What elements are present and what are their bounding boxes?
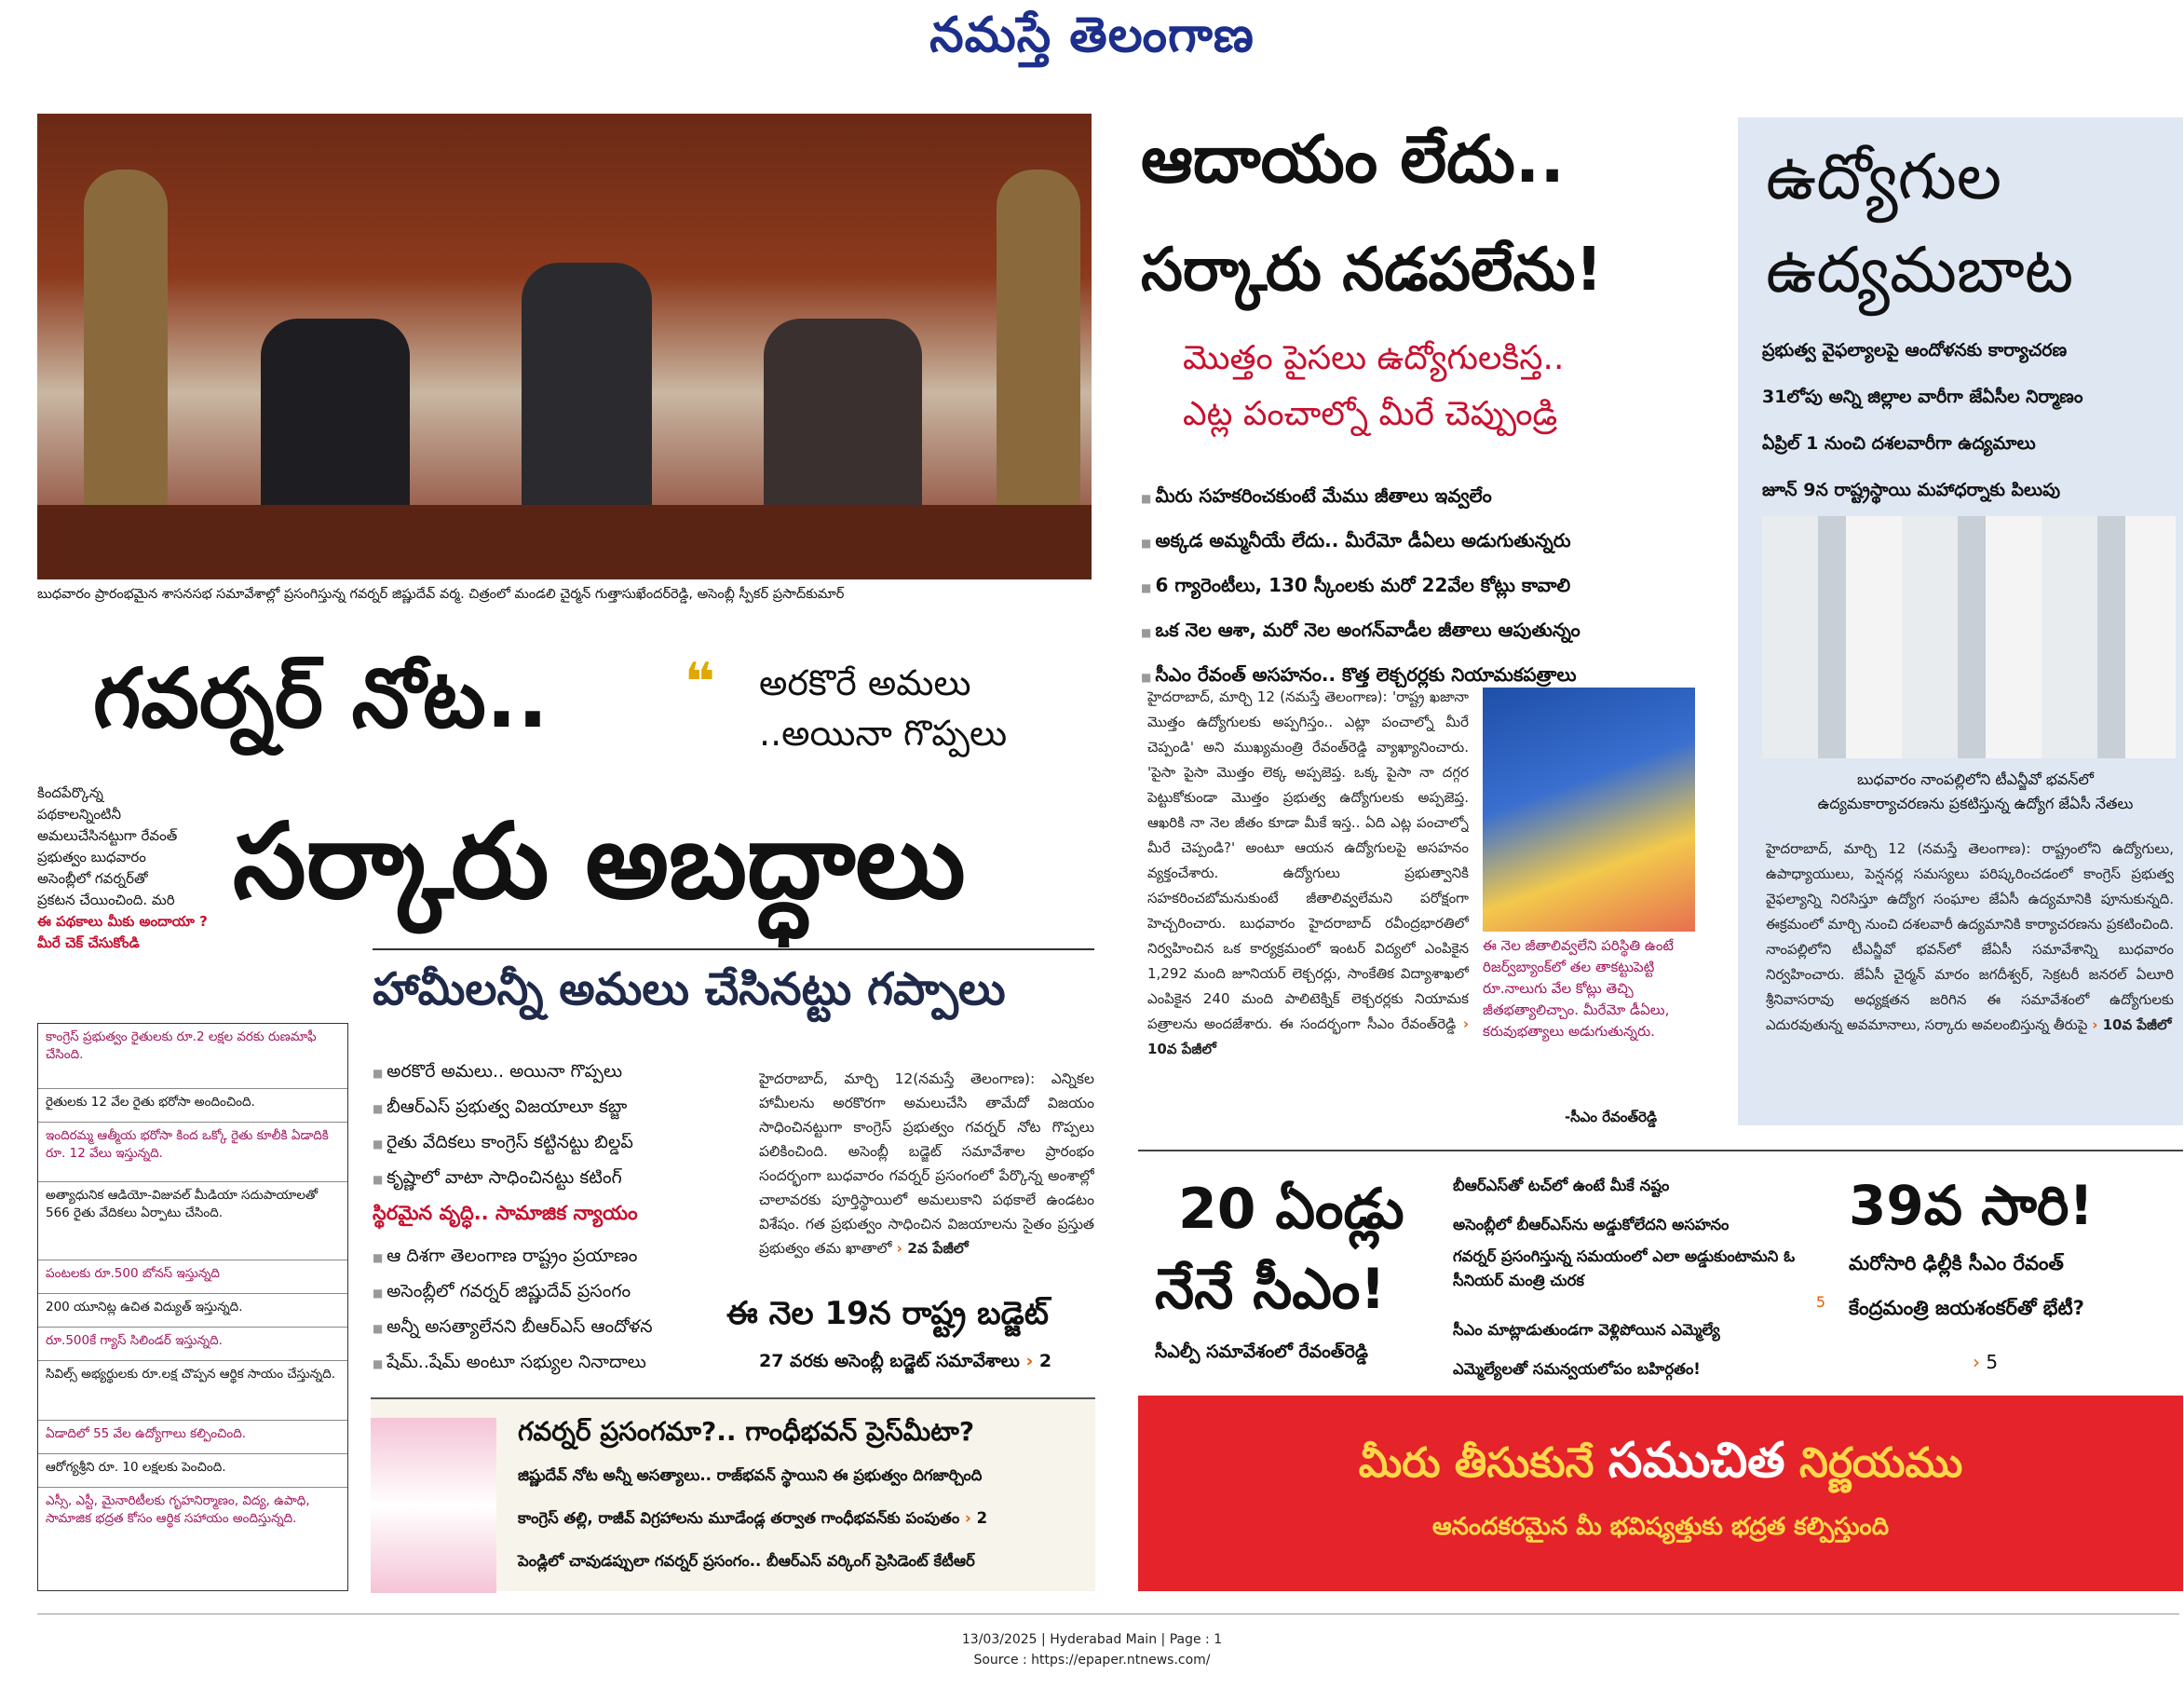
gandhibhavan-line: జిష్ణుదేవ్ నోట అన్నీ అసత్యాలు.. రాజ్‌భవన్ స్థాయిని ఈ ప్రభుత్వం దిగజార్చింది [518, 1466, 983, 1484]
bullet-item: బీఆర్ఎస్‌తో టచ్‌లో ఉంటే మీకే నష్టం [1453, 1177, 1670, 1194]
intro-red-line: మీరే చెక్ చేసుకోండి [37, 934, 140, 951]
masthead-title: నమస్తే తెలంగాణ [929, 7, 1255, 63]
cm20-sub: సీఎల్పీ సమావేశంలో రేవంత్‌రెడ్డి [1155, 1342, 1368, 1362]
jump-marker: › [1025, 1351, 1039, 1371]
center-red-sub-line1: మొత్తం పైసలు ఉద్యోగులకిస్త.. [1183, 339, 1565, 377]
ad-line1-a: మీరు తీసుకునే [1358, 1439, 1594, 1487]
assembly-photo [37, 114, 1092, 579]
list-item: రూ.500కే గ్యాస్ సిలిండర్ ఇస్తున్నది. [38, 1328, 347, 1361]
jump-marker: › [1462, 1015, 1469, 1032]
quote-line1: అరకొరే అమలు [759, 662, 971, 703]
quote-block [685, 652, 1076, 769]
employees-headline-line2: ఉద్యమబాట [1766, 234, 2074, 307]
cm20-headline-line1: 20 ఏండ్లు [1178, 1177, 1404, 1242]
center-photo-attrib: -సీఎం రేవంత్‌రెడ్డి [1565, 1109, 1658, 1125]
list-item: ఎస్సీ, ఎస్టీ, మైనారిటీలకు గృహనిర్మాణం, విద్య, ఉపాధి, సామాజిక భద్రత కోసం ఆర్థిక సహాయం అందిస్తున్నది. [46, 1493, 310, 1526]
jac-meeting-photo [1762, 516, 2176, 758]
delhi-page: 5 [1986, 1351, 1999, 1373]
intro-line: అసెంబ్లీలో గవర్నర్‌తో [37, 870, 148, 887]
list-item: ఆరోగ్యశ్రీని రూ. 10 లక్షలకు పెంచింది. [38, 1454, 347, 1488]
lead-subhead-border [373, 948, 1094, 950]
ad-line1-c: నిర్ణయము [1798, 1439, 1963, 1487]
employees-body [1766, 837, 2174, 1116]
delhi-sub-line1: మరోసారి ఢిల్లీకి సీఎం రేవంత్ [1849, 1252, 2064, 1274]
budget-sub: 27 వరకు అసెంబ్లీ బడ్జెట్ సమావేశాలు [759, 1351, 1020, 1371]
bullet-item: ■ మీరు సహకరించకుంటే మేము జీతాలు ఇవ్వలేం [1141, 475, 1700, 520]
bullet-item: గవర్నర్ ప్రసంగిస్తున్న సమయంలో ఎలా అడ్డుకుంటామని ఓ సీనియర్ మంత్రి చురక [1453, 1247, 1796, 1289]
bullet-item: సీఎం మాట్లాడుతుండగా వెళ్లిపోయిన ఎమ్మెల్యే [1453, 1321, 1720, 1339]
bullet-item: ■ సీఎం రేవంత్ అసహనం.. కొత్త లెక్చరర్లకు నియామకపత్రాలు [1141, 654, 1700, 699]
center-bullets [1141, 475, 1700, 699]
intro-red-line: ఈ పథకాలు మీకు అందాయా ? [37, 913, 208, 930]
employees-headline-line1: ఉద్యోగుల [1766, 141, 2002, 214]
list-item: అత్యాధునిక ఆడియో-విజువల్ మీడియా సదుపాయాలతో 566 రైతు వేదికలు ఏర్పాటు చేసింది. [38, 1182, 347, 1260]
gandhibhavan-page: 2 [976, 1509, 988, 1527]
center-body [1147, 685, 1469, 1132]
cm20-headline-line2: నేనే సీఎం! [1155, 1257, 1386, 1322]
bullet-item: ■ ఆ దిశగా తెలంగాణ రాష్ట్రం ప్రయాణం [373, 1239, 736, 1274]
lead-body-jump: 2వ పేజీలో [907, 1240, 969, 1257]
employees-point: ప్రభుత్వ వైఫల్యాలపై ఆందోళనకు కార్యాచరణ [1762, 340, 2068, 361]
quote-icon: ❝ [685, 652, 715, 713]
lead-intro [37, 783, 224, 954]
intro-line: ప్రకటన చేయించింది. మరి [37, 892, 175, 908]
quote-line2: ..అయినా గొప్పలు [759, 713, 1008, 754]
ad-line1-b: సముచిత [1607, 1433, 1785, 1489]
budget-sub-row [759, 1351, 1094, 1376]
bullet-item: ■ అరకొరే అమలు.. అయినా గొప్పలు [373, 1055, 736, 1090]
gandhibhavan-line-row [518, 1509, 987, 1531]
gandhibhavan-box [371, 1397, 1095, 1591]
intro-line: ప్రభుత్వం బుధవారం [37, 849, 146, 865]
center-photo-caption: ఈ నెల జీతాలివ్వలేని పరిస్థితి ఉంటే రిజర్వ్‌బ్యాంక్‌లో తల తాకట్టుపెట్టి రూ.నాలుగు వేల కోట్లు తెచ్చి జీతభత్యాలిచ్చాం. మీరేమో డీఏలు, కరువుభత్యాలు అడుగుతున్నరు. [1483, 937, 1675, 1040]
ktr-photo [371, 1418, 496, 1593]
scheme-check-list [37, 1023, 348, 1591]
bullet-heading: స్థిరమైన వృద్ధి.. సామాజిక న్యాయం [373, 1202, 638, 1224]
bullet-item: ■ కృష్ణాలో వాటా సాధించినట్టు కటింగ్ [373, 1161, 736, 1196]
lead-bullets-b [373, 1239, 736, 1381]
jump-marker: › [2092, 1016, 2103, 1033]
bullet-item: ■ ఒక నెల ఆశా, మరో నెల అంగన్‌వాడీల జీతాలు ఆపుతున్నం [1141, 609, 1700, 654]
revanth-photo [1483, 688, 1695, 932]
delhi-headline: 39వ సారి! [1849, 1174, 2094, 1237]
center-body-jump: 10వ పేజీలో [1147, 1041, 1216, 1057]
employees-point: 31లోపు అన్ని జిల్లాల వారీగా జేఏసీల నిర్మాణం [1762, 387, 2083, 407]
list-item: ఇందిరమ్మ ఆత్మీయ భరోసా కింద ఒక్కో రైతు కూలీకి ఏడాదికి రూ. 12 వేలు ఇస్తున్నది. [38, 1123, 347, 1182]
employees-point: జూన్ 9న రాష్ట్రస్థాయి మహాధర్నాకు పిలుపు [1762, 480, 2061, 500]
ad-line1 [1138, 1433, 2183, 1501]
intro-line: పథకాలన్నింటినీ [37, 806, 122, 823]
list-item: సివిల్స్ అభ్యర్థులకు రూ.లక్ష చొప్పన ఆర్థిక సాయం చేస్తున్నది. [38, 1361, 347, 1421]
footer-line1: 13/03/2025 | Hyderabad Main | Page : 1 [961, 1632, 1223, 1647]
list-item: పంటలకు రూ.500 బోనస్ ఇస్తున్నది [38, 1260, 347, 1294]
list-item: ఏడాదిలో 55 వేల ఉద్యోగాలు కల్పించింది. [38, 1421, 347, 1454]
center-body-text: హైదరాబాద్, మార్చి 12 (నమస్తే తెలంగాణ): 'రాష్ట్ర ఖజానా మొత్తం ఉద్యోగులకు అప్పగిస్తం.. ఎట్లా పంచాల్నో మీరే చెప్పండి' అని ముఖ్యమంత్రి రేవంత్‌రెడ్డి వ్యాఖ్యానించారు. 'పైసా పైసా మొత్తం లెక్క అప్పజెప్త. ఒక్క పైసా నా దగ్గర పెట్టుకోకుండా మొత్తం ప్రభుత్వ ఉద్యోగులకు అప్పజెప్త. ఆఖరికి నా నెల జీతం కూడా మీకే ఇస్త.. ఏది ఎట్ల పంచాల్నో మీరే చెప్పండి?' అంటూ ఆయన ఉద్యోగులపై అసహనం వ్యక్తంచేశారు. ఉద్యోగులు ప్రభుత్వానికి సహకరించబోమనుకుంటే జీతాలివ్వలేమని పరోక్షంగా హెచ్చరించారు. బుధవారం హైదరాబాద్ రవీంద్రభారతిలో నిర్వహించిన ఒక కార్యక్రమంలో ఇంటర్ విద్యలో ఎంపికైన 1,292 మంది జూనియర్ లెక్చరర్లు, సాంకేతిక విద్యాశాఖలో ఎంపికైన 240 మంది పాలిటెక్నిక్ లెక్చరర్లకు నియామక పత్రాలను అందజేశారు. ఈ సందర్భంగా సీఎం రేవంత్‌రెడ్డి [1147, 688, 1469, 1032]
list-item: కాంగ్రెస్ ప్రభుత్వం రైతులకు రూ.2 లక్షల వరకు రుణమాఫీ చేసింది. [38, 1024, 347, 1089]
lead-photo-caption: బుధవారం ప్రారంభమైన శాసనసభ సమావేశాల్లో ప్రసంగిస్తున్న గవర్నర్ జిష్ణుదేవ్ వర్మ. చిత్రంలో మండలి చైర్మన్ గుత్తాసుఖేందర్‌రెడ్డి, అసెంబ్లీ స్పీకర్ ప్రసాద్‌కుమార్ [37, 587, 845, 602]
employees-panel [1738, 117, 2183, 1125]
bullet-item: ■ షేమ్..షేమ్ అంటూ సభ్యుల నినాదాలు [373, 1345, 736, 1381]
jump-marker: › [1973, 1351, 1980, 1373]
employees-point: ఏప్రిల్ 1 నుంచి దశలవారీగా ఉద్యమాలు [1762, 433, 2036, 454]
budget-page: 2 [1038, 1351, 1052, 1371]
gandhibhavan-line: పెండ్లిలో చావుడప్పులా గవర్నర్ ప్రసంగం.. బీఆర్ఎస్ వర్కింగ్ ప్రెసిడెంట్ కేటీఆర్ [518, 1552, 975, 1570]
bullet-item: ■ బీఆర్ఎస్ ప్రభుత్వ విజయాలూ కబ్జా [373, 1090, 736, 1125]
employees-photo-caption: బుధవారం నాంపల్లిలోని టీఎన్జీవో భవన్‌లో ఉద్యమకార్యాచరణను ప్రకటిస్తున్న ఉద్యోగ జేఏసీ నేతలు [1817, 770, 2134, 812]
advertisement-banner [1138, 1396, 2183, 1591]
employees-body-jump: 10వ పేజీలో [2102, 1016, 2172, 1033]
lead-bullets-a [373, 1055, 736, 1196]
employees-body-text: హైదరాబాద్, మార్చి 12 (నమస్తే తెలంగాణ): రాష్ట్రంలోని ఉద్యోగులు, ఉపాధ్యాయులు, పెన్షనర్ల సమస్యలు పరిష్కరించడంలో కాంగ్రెస్ ప్రభుత్వ వైఫల్యాన్ని నిరసిస్తూ ఉద్యోగ సంఘాల జేఏసీ ఉద్యమానికి పూనుకున్నది. ఈక్రమంలో మార్చి నుంచి దశలవారీ ఉద్యమానికి కార్యాచరణను ప్రకటించింది. నాంపల్లిలోని టీఎన్జీవో భవన్‌లో జేఏసీ సమావేశాన్ని బుధవారం నిర్వహించారు. జేఏసీ చైర్మన్ మారం జగదీశ్వర్, సెక్రటరీ జనరల్ ఏలూరి శ్రీనివాసరావు అధ్యక్షతన జరిగిన ఈ సమావేశంలో ఉద్యోగులకు ఎదురవుతున్న అవమానాలు, సర్కారు అవలంబిస్తున్న తీరుపై [1766, 840, 2174, 1033]
intro-line: కిందపేర్కొన్న [37, 784, 103, 801]
bullet-item: ■ 6 గ్యారెంటీలు, 130 స్కీంలకు మరో 22వేల కోట్లు కావాలి [1141, 565, 1700, 609]
center-red-sub-line2: ఎట్ల పంచాల్నో మీరే చెప్పుండ్రి [1183, 395, 1558, 433]
gandhibhavan-line: కాంగ్రెస్ తల్లి, రాజీవ్ విగ్రహాలను మూడేండ్ల తర్వాత గాంధీభవన్‌కు పంపుతం [518, 1509, 960, 1527]
gandhibhavan-headline: గవర్నర్ ప్రసంగమా?.. గాంధీభవన్ ప్రెస్‌మీటా? [518, 1416, 975, 1447]
lead-body [759, 1067, 1094, 1272]
delhi-page-row [1973, 1351, 1998, 1373]
ad-line2: ఆనందకరమైన మీ భవిష్యత్తుకు భద్రత కల్పిస్తుంది [1431, 1513, 1890, 1541]
bullet-item: ■ అక్కడ అమ్మనీయే లేదు.. మీరేమో డీఏలు అడుగుతున్నరు [1141, 520, 1700, 565]
bullet-item: ఎమ్మెల్యేలతో సమన్వయలోపం బహిర్గతం! [1453, 1360, 1701, 1378]
lead-headline-line1: గవర్నర్ నోట.. [93, 650, 549, 746]
list-item: 200 యూనిట్ల ఉచిత విద్యుత్ ఇస్తున్నది. [38, 1294, 347, 1328]
list-item: రైతులకు 12 వేల రైతు భరోసా అందించింది. [38, 1089, 347, 1123]
bullet-item: ■ అన్నీ అసత్యాలేనని బీఆర్ఎస్ ఆందోళన [373, 1310, 736, 1345]
center-headline-line2: సర్కారు నడపలేను! [1141, 236, 1603, 305]
lead-body-text: హైదరాబాద్, మార్చి 12(నమస్తే తెలంగాణ): ఎన్నికల హామీలను అరకొరగా అమలుచేసి తామేదో విజయం సాధించినట్టుగా కాంగ్రెస్ ప్రభుత్వం గవర్నర్ నోట గొప్పలు పలికించింది. అసెంబ్లీ బడ్జెట్ సమావేశాల ప్రారంభం సందర్భంగా బుధవారం గవర్నర్ ప్రసంగంలో పేర్కొన్న అంశాల్లో చాలావరకు పూర్తిస్థాయిలో అమలుకాని పథకాలే ఉండటం విశేషం. గత ప్రభుత్వం సాధించిన విజయాలను సైతం ప్రస్తుత ప్రభుత్వం తమ ఖాతాలో [759, 1070, 1094, 1257]
center-headline-line1: ఆదాయం లేదు.. [1141, 121, 1565, 198]
cm20-bullets [1453, 1166, 1825, 1389]
jump-marker: › [896, 1240, 908, 1257]
divider [1138, 1150, 2183, 1151]
lead-subhead: హామీలన్నీ అమలు చేసినట్టు గప్పాలు [373, 963, 1006, 1015]
footer-source-link[interactable]: Source : https://epaper.ntnews.com/ [973, 1653, 1211, 1668]
bullet-item: ■ అసెంబ్లీలో గవర్నర్ జిష్ణుదేవ్ ప్రసంగం [373, 1274, 736, 1310]
jump-marker: › [965, 1509, 971, 1527]
bullet-item: అసెంబ్లీలో బీఆర్ఎస్‌ను అడ్డుకోలేదని అసహనం [1453, 1216, 1730, 1233]
bullet-item: ■ రైతు వేదికలు కాంగ్రెస్ కట్టినట్టు బిల్డప్ [373, 1125, 736, 1161]
delhi-sub-line2: కేంద్రమంత్రి జయశంకర్‌తో భేటీ? [1849, 1297, 2084, 1319]
intro-line: అమలుచేసినట్టుగా రేవంత్ [37, 827, 178, 844]
lead-headline-line2: సర్కారు అబద్ధాలు [233, 801, 966, 922]
bullet-page: 5 [1815, 1293, 1825, 1311]
budget-headline: ఈ నెల 19న రాష్ట్ర బడ్జెట్ [726, 1295, 1050, 1332]
